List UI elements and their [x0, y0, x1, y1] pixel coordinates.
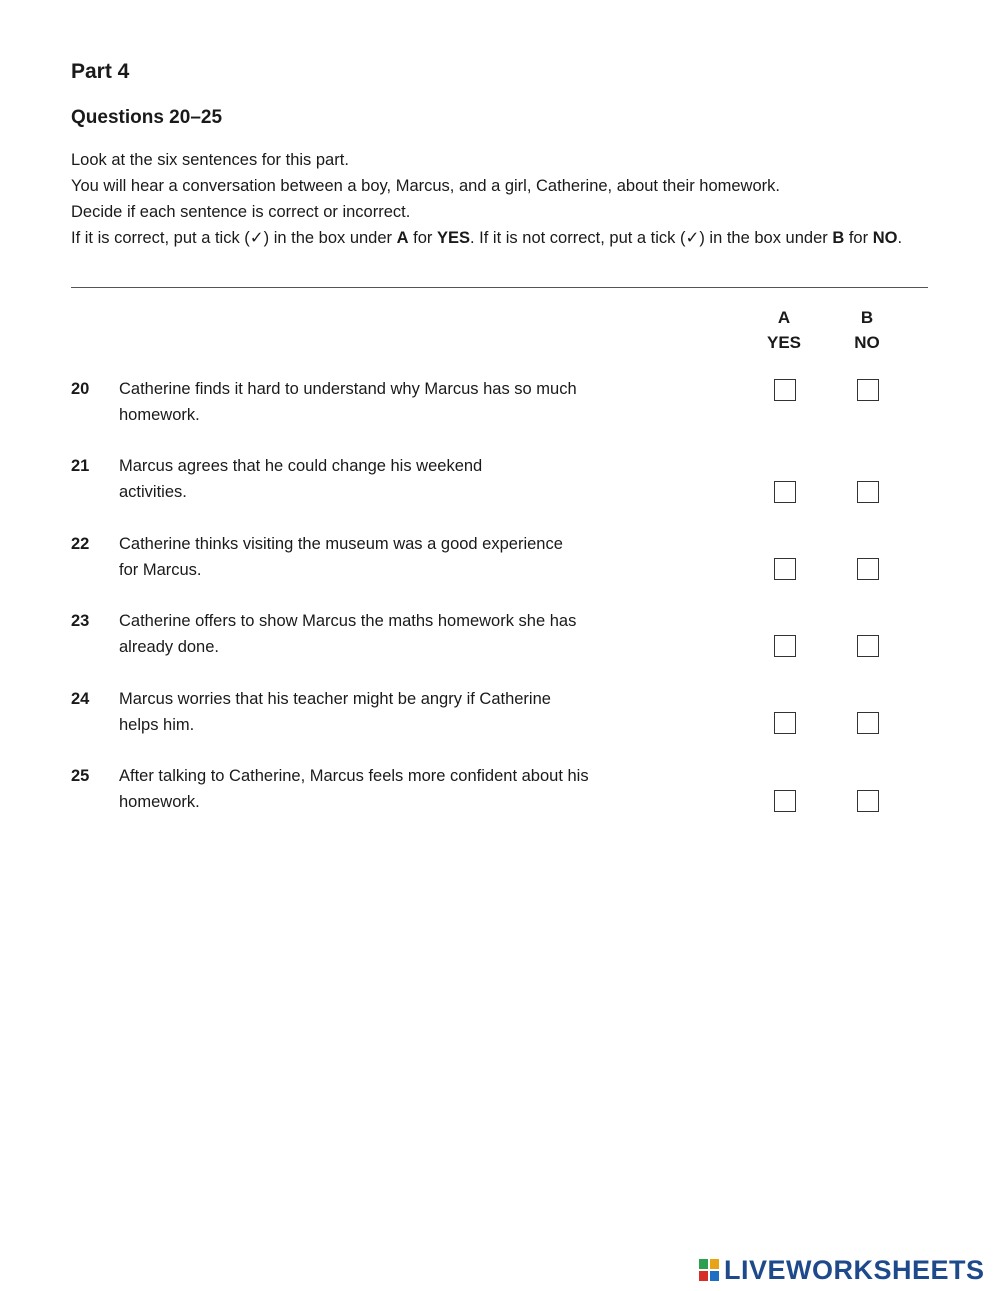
column-header-a	[754, 305, 814, 355]
answer-box-yes[interactable]	[774, 712, 796, 734]
logo-square	[698, 1270, 709, 1282]
answer-box-yes[interactable]	[774, 635, 796, 657]
liveworksheets-logo-icon	[698, 1258, 720, 1282]
question-row	[71, 763, 951, 823]
instruction-line: If it is correct, put a tick (✓) in the box under A for YES. If it is not correct, put a tick (✓) in the box under B for NO.	[71, 229, 903, 247]
question-text: Catherine offers to show Marcus the maths homework she has already done.	[119, 612, 577, 656]
question-text: After talking to Catherine, Marcus feels more confident about his homework.	[119, 767, 589, 811]
column-letter: A	[777, 308, 791, 327]
logo-square	[709, 1258, 720, 1270]
instruction-line: You will hear a conversation between a boy, Marcus, and a girl, Catherine, about their homework.	[71, 177, 780, 195]
liveworksheets-logo	[698, 1256, 985, 1284]
question-text: Marcus worries that his teacher might be angry if Catherine helps him.	[119, 690, 551, 734]
logo-text: LIVEWORKSHEETS	[724, 1254, 985, 1285]
answer-box-yes[interactable]	[774, 379, 796, 401]
instructions	[71, 147, 941, 251]
question-row	[71, 376, 951, 436]
question-row	[71, 531, 951, 591]
question-number: 24	[71, 690, 90, 708]
divider	[71, 287, 928, 288]
questions-title: Questions 20–25	[71, 107, 223, 128]
answer-box-no[interactable]	[857, 790, 879, 812]
question-text: Catherine thinks visiting the museum was a good experience for Marcus.	[119, 535, 563, 579]
question-row	[71, 686, 951, 746]
column-label: NO	[854, 333, 880, 352]
answer-box-no[interactable]	[857, 712, 879, 734]
instruction-line: Look at the six sentences for this part.	[71, 151, 349, 169]
part-title: Part 4	[71, 60, 130, 83]
instruction-line: Decide if each sentence is correct or incorrect.	[71, 203, 411, 221]
answer-box-no[interactable]	[857, 379, 879, 401]
logo-square	[698, 1258, 709, 1270]
question-number: 22	[71, 535, 90, 553]
question-number: 20	[71, 380, 90, 398]
question-number: 23	[71, 612, 90, 630]
question-number: 21	[71, 457, 90, 475]
question-row	[71, 453, 951, 513]
logo-square	[709, 1270, 720, 1282]
answer-box-no[interactable]	[857, 481, 879, 503]
answer-box-no[interactable]	[857, 558, 879, 580]
answer-box-yes[interactable]	[774, 790, 796, 812]
answer-box-yes[interactable]	[774, 558, 796, 580]
question-number: 25	[71, 767, 90, 785]
question-text: Catherine finds it hard to understand why Marcus has so much homework.	[119, 380, 577, 424]
question-row	[71, 608, 951, 668]
answer-box-no[interactable]	[857, 635, 879, 657]
column-letter: B	[860, 308, 874, 327]
column-label: YES	[766, 333, 802, 352]
column-header-b	[837, 305, 897, 355]
question-text: Marcus agrees that he could change his weekend activities.	[119, 457, 483, 501]
answer-box-yes[interactable]	[774, 481, 796, 503]
